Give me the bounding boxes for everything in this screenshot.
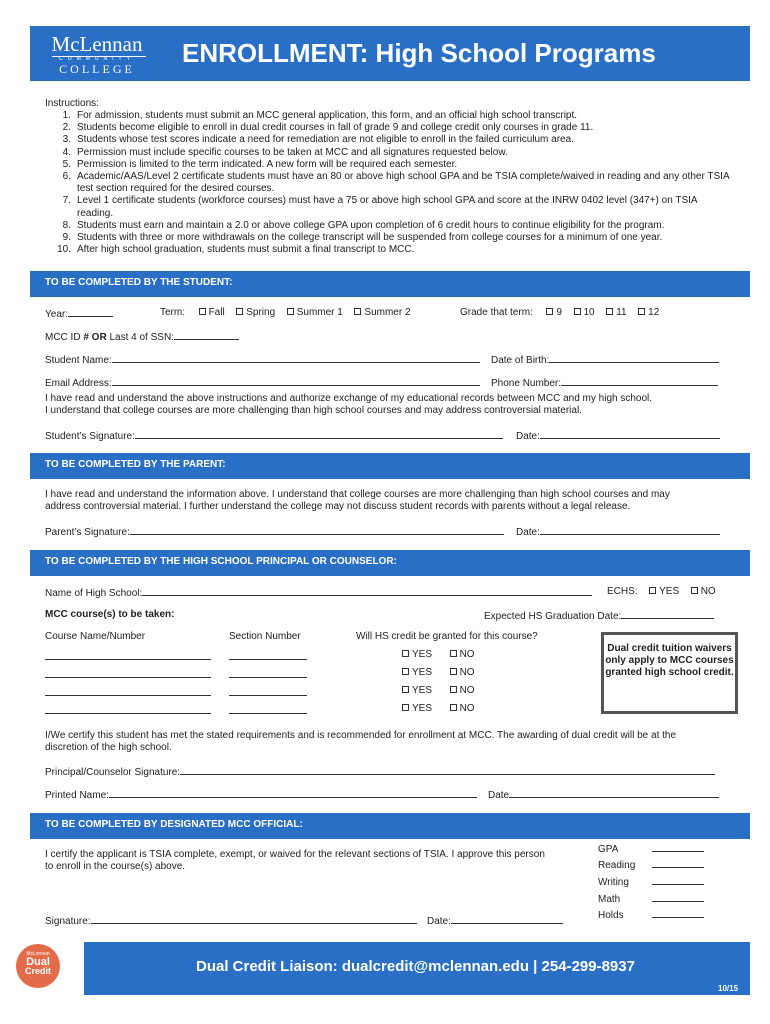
instruction-item <box>45 220 735 232</box>
score-label: Holds <box>598 910 624 921</box>
dob-field[interactable] <box>549 353 719 363</box>
grade-option-label: 9 <box>556 307 562 318</box>
hs-credit-no-checkbox[interactable] <box>450 686 457 693</box>
instruction-number: 10. <box>57 244 71 256</box>
instructions-heading: Instructions: <box>45 98 99 109</box>
instruction-item <box>45 171 735 195</box>
year-label: Year: <box>45 309 68 320</box>
official-date-row <box>427 914 563 927</box>
grad-date-label: Expected HS Graduation Date: <box>484 611 622 622</box>
instruction-number: 6. <box>62 171 71 183</box>
parent-date-row <box>516 525 720 538</box>
official-signature-field[interactable] <box>91 914 417 924</box>
hs-credit-no-checkbox[interactable] <box>450 668 457 675</box>
hs-credit-yes-checkbox[interactable] <box>402 668 409 675</box>
school-field[interactable] <box>142 586 592 596</box>
footer-contact: Dual Credit Liaison: dualcredit@mclennan.edu | 254-299-8937 <box>196 958 635 975</box>
principal-date-field[interactable] <box>509 788 719 798</box>
year-field[interactable] <box>68 307 113 317</box>
parent-statement-2: address controversial material. I further understand the college may not discuss student records with parents without a legal release. <box>45 501 631 512</box>
hs-credit-no-checkbox[interactable] <box>450 650 457 657</box>
term-option-label: Summer 1 <box>296 307 343 318</box>
instruction-number: 3. <box>62 134 71 146</box>
section-number-field[interactable] <box>229 704 307 714</box>
student-statement-1: I have read and understand the above instructions and authorize exchange of my educational records between MCC and my high school. <box>45 393 653 404</box>
course-name-field[interactable] <box>45 704 211 714</box>
score-row <box>598 842 704 855</box>
instruction-item <box>45 134 735 146</box>
student-name-row <box>45 353 480 366</box>
certify-statement-1: I/We certify this student has met the stated requirements and is recommended for enrollment at MCC. The awarding of dual credit will be at the <box>45 730 677 741</box>
mcc-id-or-label: # OR <box>83 332 107 343</box>
phone-field[interactable] <box>561 376 718 386</box>
instruction-item <box>45 122 735 134</box>
student-name-field[interactable] <box>112 353 480 363</box>
term-option-label: Fall <box>208 307 225 318</box>
instruction-text: Students must earn and maintain a 2.0 or above college GPA upon completion of 6 credit hours to continue eligibility for the program. <box>77 219 665 231</box>
echs-label: ECHS: <box>607 586 638 597</box>
grade-option-label: 11 <box>616 307 627 318</box>
official-signature-label: Signature: <box>45 916 91 927</box>
echs-no-checkbox[interactable] <box>691 587 698 594</box>
echs-yes-checkbox[interactable] <box>649 587 656 594</box>
grad-date-row <box>484 609 714 622</box>
logo-name: McLennan <box>51 32 143 56</box>
yes-label: YES <box>412 649 433 660</box>
official-date-field[interactable] <box>451 914 563 924</box>
yes-label: YES <box>412 685 433 696</box>
score-row <box>598 858 704 871</box>
page-title: ENROLLMENT: High School Programs <box>182 38 656 68</box>
mcc-id-label: MCC ID <box>45 332 81 343</box>
echs-no-label: NO <box>700 586 716 597</box>
email-row <box>45 376 480 389</box>
course-row <box>45 686 211 699</box>
term-spring-checkbox[interactable] <box>236 308 243 315</box>
mcc-id-field[interactable] <box>174 330 239 340</box>
instruction-text: Permission must include specific courses to be taken at MCC and all signatures requested below. <box>77 146 508 158</box>
echs-row <box>607 586 716 597</box>
grade-option-label: 10 <box>583 307 595 318</box>
course-row <box>229 668 307 681</box>
grade-row <box>460 307 659 318</box>
section-number-field[interactable] <box>229 668 307 678</box>
instruction-number: 4. <box>62 146 71 158</box>
course-row <box>45 650 211 663</box>
grade-option-label: 12 <box>648 307 660 318</box>
term-label: Term: <box>160 307 185 318</box>
instruction-number: 2. <box>62 122 71 134</box>
score-label: Writing <box>598 877 629 888</box>
printed-name-row <box>45 788 477 801</box>
instruction-text: Students become eligible to enroll in dual credit courses in fall of grade 9 and college credit only courses in grade 11. <box>77 122 594 134</box>
no-label: NO <box>459 667 475 678</box>
grade-11-checkbox[interactable] <box>606 308 613 315</box>
logo-community: COMMUNITY <box>59 56 135 62</box>
instruction-text: Academic/AAS/Level 2 certificate students must have an 80 or above high school GPA and be TSIA complete/waived in reading and any other TSIA test section required for the desired courses. <box>77 171 730 195</box>
phone-row <box>491 376 718 389</box>
term-option-label: Spring <box>246 307 276 318</box>
grade-12-checkbox[interactable] <box>638 308 645 315</box>
instruction-text: For admission, students must submit an MCC general application, this form, and an official high school transcript. <box>77 110 578 121</box>
parent-section-heading: TO BE COMPLETED BY THE PARENT: <box>30 453 750 479</box>
course-row <box>45 668 211 681</box>
hs-credit-yes-checkbox[interactable] <box>402 650 409 657</box>
principal-date-row <box>488 788 719 801</box>
col-section-header: Section Number <box>229 631 301 642</box>
form-version: 10/15 <box>718 984 739 993</box>
student-signature-field[interactable] <box>135 429 503 439</box>
instruction-item <box>45 147 735 159</box>
printed-name-label: Printed Name: <box>45 790 109 801</box>
official-signature-row <box>45 914 417 927</box>
email-label: Email Address: <box>45 378 112 389</box>
course-name-field[interactable] <box>45 668 211 678</box>
printed-name-field[interactable] <box>109 788 477 798</box>
hs-credit-no-checkbox[interactable] <box>450 704 457 711</box>
reading-field[interactable] <box>652 858 704 868</box>
section-number-field[interactable] <box>229 650 307 660</box>
instruction-text: After high school graduation, students must submit a final transcript to MCC. <box>77 244 415 256</box>
parent-date-label: Date: <box>516 527 540 538</box>
student-date-row <box>516 429 720 442</box>
course-row <box>45 704 211 717</box>
holds-field[interactable] <box>652 908 704 918</box>
col-credit-header: Will HS credit be granted for this course? <box>356 631 538 642</box>
score-label: GPA <box>598 844 619 855</box>
instruction-text: Students with three or more withdrawals on the college transcript will be suspended from college courses for a minimum of one year. <box>77 232 663 244</box>
score-row <box>598 908 704 921</box>
parent-statement-1: I have read and understand the information above. I understand that college courses are more challenging than high school courses and may <box>45 489 670 500</box>
tuition-waiver-note: Dual credit tuition waivers only apply to MCC courses granted high school credit. <box>601 632 738 714</box>
hs-credit-row <box>402 667 475 678</box>
instruction-item <box>45 159 735 171</box>
parent-signature-field[interactable] <box>130 525 504 535</box>
official-statement-1: I certify the applicant is TSIA complete, exempt, or waived for the relevant sections of TSIA. I approve this person <box>45 849 545 860</box>
hs-credit-yes-checkbox[interactable] <box>402 686 409 693</box>
student-date-field[interactable] <box>540 429 720 439</box>
dob-row <box>491 353 719 366</box>
score-row <box>598 875 704 888</box>
echs-yes-label: YES <box>659 586 680 597</box>
instruction-number: 7. <box>62 195 71 207</box>
grade-9-checkbox[interactable] <box>546 308 553 315</box>
parent-date-field[interactable] <box>540 525 720 535</box>
instruction-number: 1. <box>62 110 71 121</box>
certify-statement-2: discretion of the high school. <box>45 742 172 753</box>
official-section-heading: TO BE COMPLETED BY DESIGNATED MCC OFFICIAL: <box>30 813 750 839</box>
hs-credit-row <box>402 685 475 696</box>
official-date-label: Date: <box>427 916 451 927</box>
instruction-item <box>45 244 735 256</box>
logo-college: COLLEGE <box>59 62 135 76</box>
instruction-text: Permission is limited to the term indicated. A new form will be required each semester. <box>77 158 458 170</box>
course-row <box>229 650 307 663</box>
instruction-text: Level 1 certificate students (workforce courses) must have a 75 or above high school GPA and score at the INRW 0402 level (347+) on TSIA reading. <box>77 195 698 219</box>
term-option-label: Summer 2 <box>364 307 411 318</box>
grade-label: Grade that term: <box>460 307 533 318</box>
student-signature-label: Student’s Signature: <box>45 431 135 442</box>
math-field[interactable] <box>652 892 704 902</box>
hs-credit-row <box>402 649 475 660</box>
school-row <box>45 586 592 599</box>
instruction-number: 5. <box>62 158 71 170</box>
hs-credit-yes-checkbox[interactable] <box>402 704 409 711</box>
score-label: Math <box>598 894 621 905</box>
instruction-text: Students whose test scores indicate a need for remediation are not eligible to enroll in the failed curriculum area. <box>77 134 574 146</box>
instruction-item <box>45 232 735 244</box>
dual-credit-logo-credit: Credit <box>24 966 51 976</box>
term-fall-checkbox[interactable] <box>199 308 206 315</box>
principal-section-heading: TO BE COMPLETED BY THE HIGH SCHOOL PRINCIPAL OR COUNSELOR: <box>30 550 750 576</box>
score-row <box>598 892 704 905</box>
term-summer1-checkbox[interactable] <box>287 308 294 315</box>
email-field[interactable] <box>112 376 480 386</box>
course-row <box>229 686 307 699</box>
dob-label: Date of Birth: <box>491 355 550 366</box>
student-section-heading: TO BE COMPLETED BY THE STUDENT: <box>30 271 750 297</box>
dual-credit-logo <box>16 944 60 988</box>
year-row <box>45 307 113 320</box>
yes-label: YES <box>412 703 433 714</box>
hs-credit-row <box>402 703 475 714</box>
no-label: NO <box>459 649 475 660</box>
phone-label: Phone Number: <box>491 378 562 389</box>
courses-label: MCC course(s) to be taken: <box>45 609 175 620</box>
no-label: NO <box>459 685 475 696</box>
grad-date-field[interactable] <box>621 609 714 619</box>
college-logo <box>38 30 156 76</box>
principal-date-label: Date <box>488 790 510 801</box>
official-statement-2: to enroll in the course(s) above. <box>45 861 186 872</box>
dual-credit-logo-dual: Dual <box>26 956 50 968</box>
no-label: NO <box>459 703 475 714</box>
section-number-field[interactable] <box>229 686 307 696</box>
gpa-field[interactable] <box>652 842 704 852</box>
score-label: Reading <box>598 860 636 871</box>
course-name-field[interactable] <box>45 650 211 660</box>
student-signature-row <box>45 429 503 442</box>
principal-signature-label: Principal/Counselor Signature: <box>45 767 181 778</box>
instruction-item <box>45 110 735 122</box>
dual-credit-logo-college: McLennan <box>26 951 50 957</box>
term-summer2-checkbox[interactable] <box>354 308 361 315</box>
parent-signature-row <box>45 525 504 538</box>
yes-label: YES <box>412 667 433 678</box>
student-date-label: Date: <box>516 431 540 442</box>
course-row <box>229 704 307 717</box>
principal-signature-row <box>45 765 715 778</box>
school-label: Name of High School: <box>45 588 143 599</box>
student-name-label: Student Name: <box>45 355 112 366</box>
course-name-field[interactable] <box>45 686 211 696</box>
ssn-label: Last 4 of SSN: <box>109 332 174 343</box>
writing-field[interactable] <box>652 875 704 885</box>
parent-signature-label: Parent’s Signature: <box>45 527 130 538</box>
mcc-id-row <box>45 330 239 343</box>
instruction-number: 9. <box>62 232 71 244</box>
instructions-list <box>45 110 735 256</box>
term-row <box>160 307 411 318</box>
instruction-number: 8. <box>62 219 71 231</box>
footer-contact-bar <box>84 942 750 995</box>
col-course-header: Course Name/Number <box>45 631 146 642</box>
instruction-item <box>45 195 735 219</box>
student-statement-2: I understand that college courses are more challenging than high school courses and may address controversial material. <box>45 405 582 416</box>
grade-10-checkbox[interactable] <box>574 308 581 315</box>
principal-signature-field[interactable] <box>180 765 715 775</box>
